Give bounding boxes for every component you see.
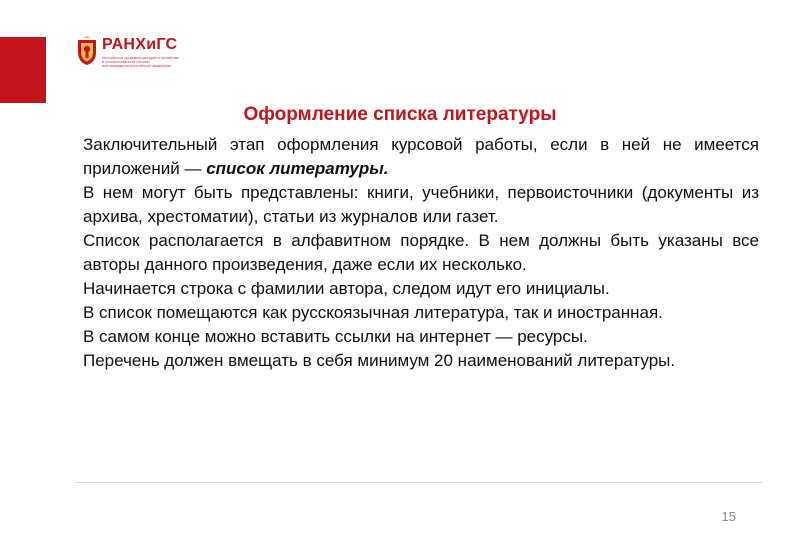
slide-title: Оформление списка литературы bbox=[243, 104, 557, 125]
paragraph: Список располагается в алфавитном порядке. В нем должны быть указаны все авторы данного произведения, даже если их несколько. bbox=[83, 231, 759, 274]
paragraph-intro bbox=[83, 133, 759, 181]
emblem-icon bbox=[76, 36, 98, 66]
slide-body bbox=[83, 133, 759, 373]
paragraph: В самом конце можно вставить ссылки на интернет — ресурсы. bbox=[83, 327, 588, 346]
accent-bar bbox=[0, 37, 46, 103]
intro-text: Заключительный этап оформления курсовой работы, если в ней не имеется приложений — bbox=[83, 135, 759, 178]
intro-emphasis: список литературы. bbox=[206, 159, 389, 178]
logo-name: РАНХиГС bbox=[102, 36, 178, 53]
logo bbox=[76, 36, 196, 70]
page-number: 15 bbox=[721, 509, 736, 524]
logo-subtitle-line: РОССИЙСКАЯ АКАДЕМИЯ НАРОДНОГО ХОЗЯЙСТВА bbox=[102, 56, 180, 60]
logo-subtitle-line: ПРИ ПРЕЗИДЕНТЕ РОССИЙСКОЙ ФЕДЕРАЦИИ bbox=[102, 64, 171, 68]
paragraph: Начинается строка с фамилии автора, следом идут его инициалы. bbox=[83, 279, 610, 298]
paragraph: Перечень должен вмещать в себя минимум 20 наименований литературы. bbox=[83, 351, 676, 370]
paragraph: В нем могут быть представлены: книги, учебники, первоисточники (документы из архива, хрестоматии), статьи из журналов или газет. bbox=[83, 183, 759, 226]
logo-subtitle-line: И ГОСУДАРСТВЕННОЙ СЛУЖБЫ bbox=[102, 60, 150, 64]
footer-divider bbox=[76, 482, 762, 483]
paragraph: В список помещаются как русскоязычная литература, так и иностранная. bbox=[83, 303, 663, 322]
